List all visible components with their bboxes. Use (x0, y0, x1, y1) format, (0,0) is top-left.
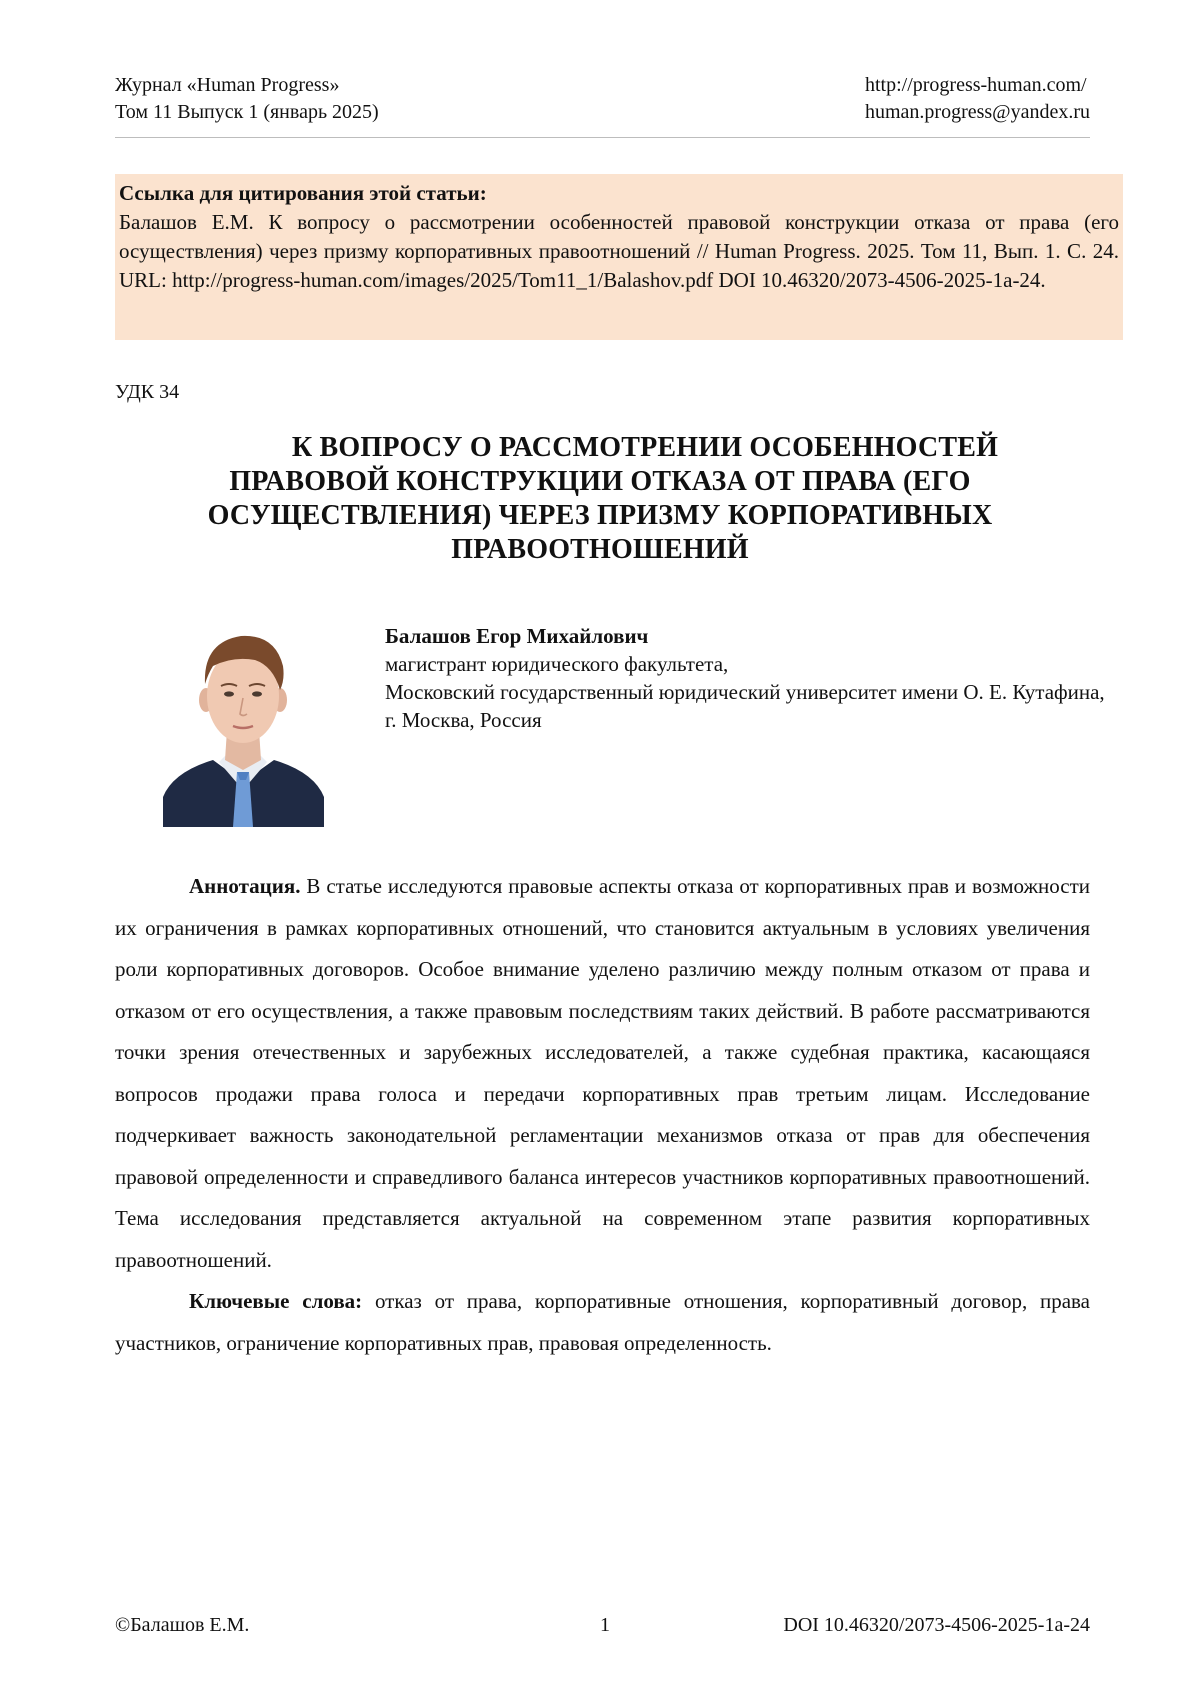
journal-name: Журнал «Human Progress» (115, 74, 340, 96)
author-info (385, 622, 1105, 734)
keywords-text: отказ от права, корпоративные отношения, корпоративный договор, права участников, ограничение корпоративных прав, правовая определенность. (115, 1289, 1090, 1355)
citation-title: Ссылка для цитирования этой статьи: (119, 181, 487, 205)
author-photo (163, 622, 324, 827)
footer-copyright: ©Балашов Е.М. (115, 1614, 250, 1636)
keywords-paragraph (115, 1281, 1090, 1364)
abstract-paragraph (115, 866, 1090, 1281)
abstract-section (115, 866, 1090, 1364)
abstract-text: В статье исследуются правовые аспекты отказа от корпоративных прав и возможности их ограничения в рамках корпоративных отношений, что становится актуальным в условиях увеличения роли корпоративных договоров. Особое внимание уделено различию между полным отказом от права и отказом от его осуществления, а также правовым последствиям таких действий. В работе рассматриваются точки зрения отечественных и зарубежных исследователей, а также судебная практика, касающаяся вопросов продажи права голоса и передачи корпоративных прав третьим лицам. Исследование подчеркивает важность законодательной регламентации механизмов отказа от прав для обеспечения правовой определенности и справедливого баланса интересов участников корпоративных правоотношений. Тема исследования представляется актуальной на современном этапе развития корпоративных правоотношений. (115, 874, 1091, 1272)
journal-website-link[interactable]: http://progress-human.com/ (864, 74, 1087, 96)
header-divider (115, 137, 1090, 138)
udk-code: УДК 34 (115, 381, 180, 403)
journal-email-link[interactable]: human.progress@yandex.ru (864, 101, 1090, 123)
keywords-label: Ключевые слова: (189, 1289, 363, 1313)
author-position: магистрант юридического факультета, (385, 652, 729, 676)
footer-doi: DOI 10.46320/2073-4506-2025-1a-24 (783, 1614, 1090, 1636)
header-right (865, 72, 1090, 126)
title-line: ПРАВООТНОШЕНИЙ (451, 534, 749, 565)
title-line: ОСУЩЕСТВЛЕНИЯ) ЧЕРЕЗ ПРИЗМУ КОРПОРАТИВНЫХ (207, 500, 993, 531)
title-line: ПРАВОВОЙ КОНСТРУКЦИИ ОТКАЗА ОТ ПРАВА (ЕГО (229, 466, 971, 497)
page-number: 1 (600, 1614, 610, 1636)
citation-box (115, 174, 1123, 340)
header-left (115, 72, 379, 126)
author-city: г. Москва, Россия (385, 708, 542, 732)
title-line: К ВОПРОСУ О РАССМОТРЕНИИ ОСОБЕННОСТЕЙ (291, 432, 999, 463)
article-title (130, 431, 1070, 567)
author-university: Московский государственный юридический университет имени О. Е. Кутафина, (385, 680, 1105, 704)
abstract-label: Аннотация. (189, 874, 301, 898)
journal-issue: Том 11 Выпуск 1 (январь 2025) (115, 101, 379, 123)
author-name: Балашов Егор Михайлович (385, 624, 649, 648)
citation-text: Балашов Е.М. К вопросу о рассмотрении особенностей правовой конструкции отказа от права (его осуществления) через призму корпоративных правоотношений // Human Progress. 2025. Том 11, Вып. 1. С. 24. URL: http://progress-human.com/images/2025/Tom11_1/Balashov.pdf DOI 10.46320/2073-4506-2025-1a-24. (119, 210, 1119, 292)
